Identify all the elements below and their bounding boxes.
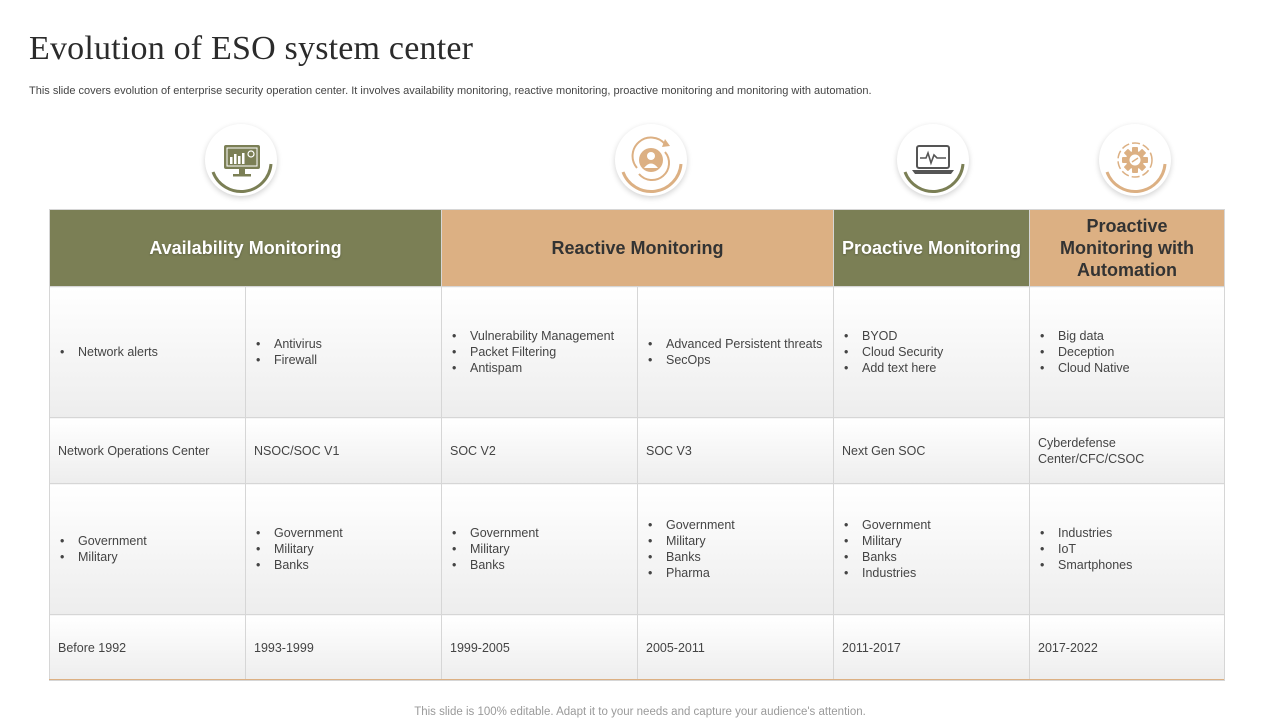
list-item: • Cloud Native xyxy=(1058,360,1216,376)
table-cell xyxy=(638,484,834,615)
list-item: • Military xyxy=(666,533,825,549)
table-cell xyxy=(834,287,1030,418)
list-item: • Government xyxy=(862,517,1021,533)
list-item: • Banks xyxy=(666,549,825,565)
header-availability-monitoring: Availability Monitoring xyxy=(50,210,442,287)
list-item: • SecOps xyxy=(666,352,825,368)
monitor-chart-icon xyxy=(205,124,277,196)
table-cell: 2005-2011 xyxy=(638,615,834,681)
bullet-list xyxy=(254,336,433,368)
list-item: • Antivirus xyxy=(274,336,433,352)
laptop-pulse-icon xyxy=(897,124,969,196)
page-subtitle: This slide covers evolution of enterprise security operation center. It involves availability monitoring, reactive monitoring, proactive monitoring and monitoring with automation. xyxy=(29,85,872,97)
table-cell: 2017-2022 xyxy=(1030,615,1225,681)
list-item: • Antispam xyxy=(470,360,629,376)
list-item: • Smartphones xyxy=(1058,557,1216,573)
list-item: • Military xyxy=(78,549,237,565)
table-cell: 1993-1999 xyxy=(246,615,442,681)
list-item: • Banks xyxy=(274,557,433,573)
list-item: • Banks xyxy=(470,557,629,573)
list-item: • Advanced Persistent threats xyxy=(666,336,825,352)
user-cycle-icon xyxy=(615,124,687,196)
bullet-list xyxy=(646,517,825,581)
table-cell xyxy=(638,287,834,418)
page-title: Evolution of ESO system center xyxy=(29,30,474,67)
header-proactive-monitoring: Proactive Monitoring xyxy=(834,210,1030,287)
bullet-list xyxy=(254,525,433,573)
list-item: • IoT xyxy=(1058,541,1216,557)
bullet-list xyxy=(450,328,629,376)
table-bottom-rule xyxy=(49,679,1224,680)
bullet-list xyxy=(58,344,237,360)
table-cell xyxy=(834,484,1030,615)
list-item: • Cloud Security xyxy=(862,344,1021,360)
table-cell xyxy=(442,484,638,615)
bullet-list xyxy=(1038,525,1216,573)
table-row-soc-generation xyxy=(50,418,1225,484)
list-item: • Military xyxy=(470,541,629,557)
bullet-list xyxy=(450,525,629,573)
header-row xyxy=(50,210,1225,287)
table-cell: Before 1992 xyxy=(50,615,246,681)
list-item: • BYOD xyxy=(862,328,1021,344)
table-cell xyxy=(246,287,442,418)
table-cell: 1999-2005 xyxy=(442,615,638,681)
bullet-list xyxy=(1038,328,1216,376)
list-item: • Firewall xyxy=(274,352,433,368)
list-item: • Deception xyxy=(1058,344,1216,360)
table-row-period xyxy=(50,615,1225,681)
table-cell: Network Operations Center xyxy=(50,418,246,484)
table-row-threats xyxy=(50,287,1225,418)
list-item: • Big data xyxy=(1058,328,1216,344)
list-item: • Packet Filtering xyxy=(470,344,629,360)
list-item: • Industries xyxy=(862,565,1021,581)
header-reactive-monitoring: Reactive Monitoring xyxy=(442,210,834,287)
bullet-list xyxy=(842,328,1021,376)
table-cell: NSOC/SOC V1 xyxy=(246,418,442,484)
footer-note: This slide is 100% editable. Adapt it to your needs and capture your audience's attention. xyxy=(414,706,866,718)
table-cell xyxy=(442,287,638,418)
list-item: • Add text here xyxy=(862,360,1021,376)
table-cell xyxy=(1030,484,1225,615)
bullet-list xyxy=(842,517,1021,581)
list-item: • Pharma xyxy=(666,565,825,581)
table-cell: Next Gen SOC xyxy=(834,418,1030,484)
list-item: • Government xyxy=(666,517,825,533)
list-item: • Government xyxy=(470,525,629,541)
header-proactive-monitoring-automation: Proactive Monitoring with Automation xyxy=(1030,210,1225,287)
list-item: • Vulnerability Management xyxy=(470,328,629,344)
table-cell: SOC V2 xyxy=(442,418,638,484)
list-item: • Network alerts xyxy=(78,344,237,360)
table-cell: 2011-2017 xyxy=(834,615,1030,681)
list-item: • Military xyxy=(862,533,1021,549)
list-item: • Government xyxy=(78,533,237,549)
gear-cycle-icon xyxy=(1099,124,1171,196)
table-cell xyxy=(246,484,442,615)
list-item: • Industries xyxy=(1058,525,1216,541)
table-cell xyxy=(50,287,246,418)
table-cell xyxy=(50,484,246,615)
table-cell: SOC V3 xyxy=(638,418,834,484)
list-item: • Government xyxy=(274,525,433,541)
table-row-sectors xyxy=(50,484,1225,615)
list-item: • Military xyxy=(274,541,433,557)
evolution-table xyxy=(49,209,1225,681)
bullet-list xyxy=(58,533,237,565)
bullet-list xyxy=(646,336,825,368)
table-cell xyxy=(1030,287,1225,418)
table-cell: Cyberdefense Center/CFC/CSOC xyxy=(1030,418,1225,484)
list-item: • Banks xyxy=(862,549,1021,565)
